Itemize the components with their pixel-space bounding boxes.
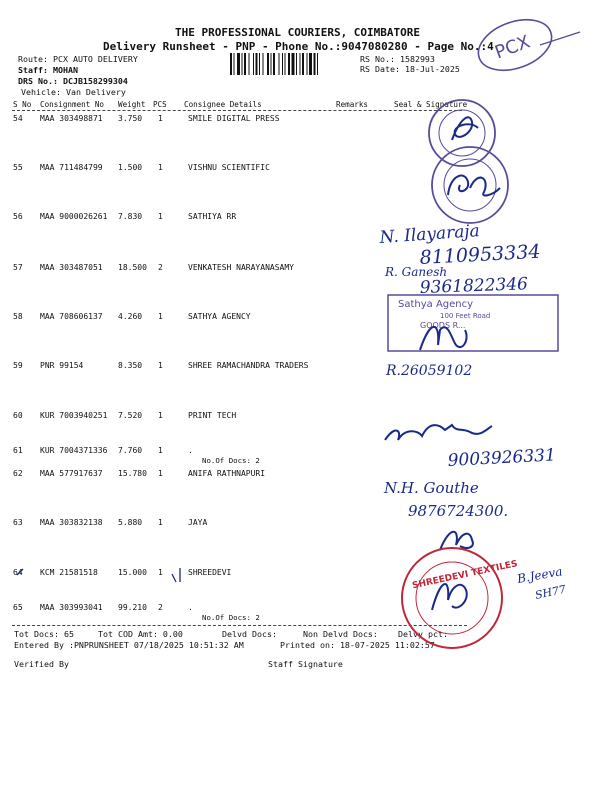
col-consignment: Consignment No <box>40 100 105 109</box>
col-consignee: Consignee Details <box>184 100 262 109</box>
row-sno: 54 <box>13 114 23 123</box>
row-consignee: PRINT TECH <box>188 411 237 420</box>
row-sno: 57 <box>13 263 23 272</box>
row-sno: 60 <box>13 411 23 420</box>
row-pcs: 2 <box>158 263 163 272</box>
vehicle-label: Vehicle: Van Delivery <box>21 87 126 97</box>
total-cod: Tot COD Amt: 0.00 <box>98 629 183 639</box>
svg-text:GOODS R...: GOODS R... <box>420 321 466 330</box>
document-subtitle: Delivery Runsheet - PNP - Phone No.:9047080280 - Page No.:4 <box>103 40 494 53</box>
verified-by: Verified By <box>14 659 69 669</box>
row-pcs: 1 <box>158 568 163 577</box>
row-sno: 56 <box>13 212 23 221</box>
rs-number: RS No.: 1582993 <box>360 54 435 64</box>
signature-64 <box>432 584 467 610</box>
row-sno: 58 <box>13 312 23 321</box>
row-sno: 61 <box>13 446 23 455</box>
row-consignee: . <box>188 446 193 455</box>
strike-sno-64 <box>17 569 23 575</box>
handwritten-name-56: N. Ilayaraja <box>378 221 481 248</box>
non-delivered-docs: Non Delvd Docs: <box>303 629 378 639</box>
row-consignee: SATHIYA RR <box>188 212 237 221</box>
row-sno: 59 <box>13 361 23 370</box>
row-consignee: JAYA <box>188 518 208 527</box>
signature-55 <box>448 176 500 196</box>
pcx-stamp <box>471 10 558 79</box>
row-consignee: VISHNU SCIENTIFIC <box>188 163 270 172</box>
row-pcs: 1 <box>158 212 163 221</box>
handwritten-code-59: R.26059102 <box>386 363 473 379</box>
row-sno: 62 <box>13 469 23 478</box>
total-docs: Tot Docs: 65 <box>14 629 74 639</box>
svg-text:Sathya Agency: Sathya Agency <box>398 299 474 310</box>
col-sno: S No <box>13 100 32 109</box>
row-sno: 55 <box>13 163 23 172</box>
row-pcs: 1 <box>158 518 163 527</box>
row-weight: 7.830 <box>118 212 143 221</box>
row-consignee: SMILE DIGITAL PRESS <box>188 114 280 123</box>
col-pcs: PCS <box>153 100 167 109</box>
row-consignee: VENKATESH NARAYANASAMY <box>188 263 294 272</box>
route-label: Route: PCX AUTO DELIVERY <box>18 54 138 64</box>
shreedevi-stamp <box>402 548 519 648</box>
row-consignment-no: MAA 577917637 <box>40 469 103 478</box>
row-consignment-no: MAA 711484799 <box>40 163 103 172</box>
document-title: THE PROFESSIONAL COURIERS, COIMBATORE <box>175 26 421 39</box>
row-weight: 15.780 <box>118 469 147 478</box>
row-weight: 5.880 <box>118 518 143 527</box>
signature-54 <box>452 117 478 140</box>
row-pcs: 1 <box>158 361 163 370</box>
row-pcs: 1 <box>158 114 163 123</box>
svg-text:100 Feet Road: 100 Feet Road <box>440 312 491 320</box>
staff-label: Staff: MOHAN <box>18 65 78 75</box>
row-weight: 15.000 <box>118 568 147 577</box>
delivery-pct: Delvy pct: <box>398 629 448 639</box>
row-consignment-no: MAA 303832138 <box>40 518 103 527</box>
round-stamp-54 <box>429 100 495 166</box>
row-note: No.Of Docs: 2 <box>202 456 260 465</box>
row-consignee: SHREEDEVI <box>188 568 232 577</box>
svg-text:SHREEDEVI TEXTILES: SHREEDEVI TEXTILES <box>411 559 519 592</box>
delivered-docs: Delvd Docs: <box>222 629 277 639</box>
rs-date: RS Date: 18-Jul-2025 <box>360 64 460 74</box>
drs-number: DRS No.: DCJB158299304 <box>18 76 128 86</box>
row-pcs: 1 <box>158 163 163 172</box>
entered-by: Entered By :PNPRUNSHEET 07/18/2025 10:51:32 AM <box>14 640 244 650</box>
handwritten-phone-61: 9003926331 <box>447 445 557 471</box>
handwritten-name-57: R. Ganesh <box>385 265 448 279</box>
signature-61 <box>385 425 492 440</box>
col-signature: Seal & Signature <box>394 100 468 109</box>
printed-on: Printed on: 18-07-2025 11:02:57 <box>280 640 435 650</box>
pcx-stamp-tail <box>540 32 580 45</box>
col-weight: Weight <box>118 100 146 109</box>
row-weight: 3.750 <box>118 114 143 123</box>
row-weight: 4.260 <box>118 312 143 321</box>
row-weight: 8.350 <box>118 361 143 370</box>
row-sno: 64 <box>13 568 23 577</box>
row-consignment-no: MAA 303487051 <box>40 263 103 272</box>
row-pcs: 1 <box>158 411 163 420</box>
row-consignment-no: MAA 9000026261 <box>40 212 108 221</box>
row-consignment-no: MAA 303498871 <box>40 114 103 123</box>
handwritten-code-64: SH77 <box>533 582 568 602</box>
row-consignment-no: MAA 708606137 <box>40 312 103 321</box>
row-sno: 65 <box>13 603 23 612</box>
row-consignee: SHREE RAMACHANDRA TRADERS <box>188 361 309 370</box>
row-consignment-no: KUR 7004371336 <box>40 446 108 455</box>
row-pcs: 1 <box>158 469 163 478</box>
row-sno: 63 <box>13 518 23 527</box>
row-consignment-no: KCM 21581518 <box>40 568 98 577</box>
row-weight: 18.500 <box>118 263 147 272</box>
col-remarks: Remarks <box>336 100 369 109</box>
round-stamp-55 <box>432 147 508 223</box>
handwritten-phone-62: 9876724300. <box>408 502 509 520</box>
handwritten-phone-56: 8110953334 <box>419 240 541 269</box>
row-consignment-no: KUR 7003940251 <box>40 411 108 420</box>
handwritten-phone-57: 9361822346 <box>419 274 529 298</box>
row-weight: 99.210 <box>118 603 147 612</box>
handwritten-name-62: N.H. Gouthe <box>384 479 479 497</box>
sathya-agency-stamp <box>388 295 558 351</box>
row-pcs: 2 <box>158 603 163 612</box>
staff-signature: Staff Signature <box>268 659 343 669</box>
svg-text:PCX: PCX <box>492 31 533 64</box>
row-consignee: . <box>188 603 193 612</box>
signature-58 <box>420 327 467 350</box>
row-note: No.Of Docs: 2 <box>202 613 260 622</box>
row-weight: 7.760 <box>118 446 143 455</box>
row-weight: 1.500 <box>118 163 143 172</box>
row-consignee: ANIFA RATHNAPURI <box>188 469 266 478</box>
row-consignee: SATHYA AGENCY <box>188 312 251 321</box>
row-pcs: 1 <box>158 312 163 321</box>
row-pcs: 1 <box>158 446 163 455</box>
row-consignment-no: MAA 303993041 <box>40 603 103 612</box>
row-weight: 7.520 <box>118 411 143 420</box>
handwritten-name-64: B.Jeeva <box>516 564 564 586</box>
row-consignment-no: PNR 99154 <box>40 361 84 370</box>
tick-mark-64 <box>172 568 180 582</box>
